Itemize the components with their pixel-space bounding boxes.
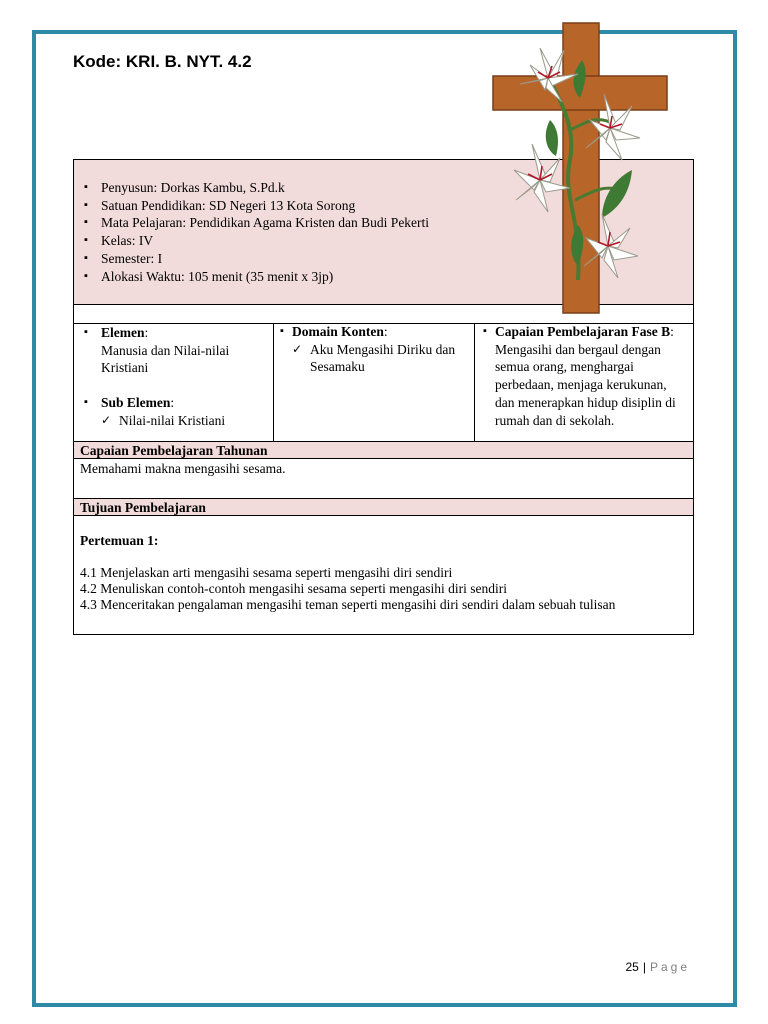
tujuan-heading: Tujuan Pembelajaran: [73, 498, 694, 516]
tujuan-item: 4.3 Menceritakan pengalaman mengasihi teman seperti mengasihi diri sendiri dalam sebuah tulisan: [80, 597, 616, 612]
info-item-penyusun: ▪ Penyusun: Dorkas Kambu, S.Pd.k: [84, 179, 693, 197]
domain-column: ▪ Domain Konten: ✓ Aku Mengasihi Diriku dan Sesamaku: [274, 323, 475, 441]
footer-separator: |: [642, 960, 646, 974]
meeting-label: Pertemuan 1:: [80, 533, 159, 548]
elemen-label: Elemen: [101, 325, 145, 340]
sub-elemen-value: ✓ Nilai-nilai Kristiani: [101, 412, 269, 430]
spacer-row: [73, 303, 694, 324]
info-item-kelas: ▪ Kelas: IV: [84, 232, 693, 250]
tujuan-item: 4.1 Menjelaskan arti mengasihi sesama seperti mengasihi diri sendiri: [80, 565, 453, 580]
info-item-mapel: ▪ Mata Pelajaran: Pendidikan Agama Kristen dan Budi Pekerti: [84, 214, 693, 232]
domain-value: ✓ Aku Mengasihi Diriku dan Sesamaku: [292, 341, 468, 376]
info-item-satuan: ▪ Satuan Pendidikan: SD Negeri 13 Kota Sorong: [84, 197, 693, 215]
document-code: Kode: KRI. B. NYT. 4.2: [73, 52, 252, 71]
capaian-column: ▪ Capaian Pembelajaran Fase B: Mengasihi dan bergaul dengan semua orang, menghargai perbedaan, menjaga kerukunan, dan menerapkan hidup disiplin di rumah dan di sekolah.: [475, 323, 693, 441]
page-label: Page: [649, 960, 690, 974]
elemen-column: ▪ Elemen: Manusia dan Nilai-nilai Kristiani ▪ Sub Elemen: ✓ Nilai-nilai Kristiani: [74, 323, 274, 441]
tujuan-item: 4.2 Menuliskan contoh-contoh mengasihi sesama seperti mengasihi diri sendiri: [80, 581, 508, 596]
info-item-alokasi: ▪ Alokasi Waktu: 105 menit (35 menit x 3jp): [84, 268, 693, 286]
element-table: [73, 323, 694, 442]
domain-label: Domain Konten: [292, 324, 384, 339]
page-number: 25: [625, 960, 639, 974]
page-footer: [625, 960, 690, 974]
sub-elemen-label: Sub Elemen: [101, 395, 171, 411]
capaian-value: Mengasihi dan bergaul dengan semua orang, menghargai perbedaan, menjaga kerukunan, dan menerapkan hidup disiplin di rumah dan di sekolah.: [495, 341, 676, 428]
cross-with-lilies-illustration: [490, 20, 670, 315]
capaian-tahunan-heading: Capaian Pembelajaran Tahunan: [73, 441, 694, 459]
capaian-label: Capaian Pembelajaran Fase B: [495, 324, 671, 339]
capaian-tahunan-text: Memahami makna mengasihi sesama.: [73, 459, 694, 499]
elemen-value: Manusia dan Nilai-nilai Kristiani: [101, 342, 230, 376]
info-item-semester: ▪ Semester: I: [84, 250, 693, 268]
tujuan-body: [73, 516, 694, 635]
